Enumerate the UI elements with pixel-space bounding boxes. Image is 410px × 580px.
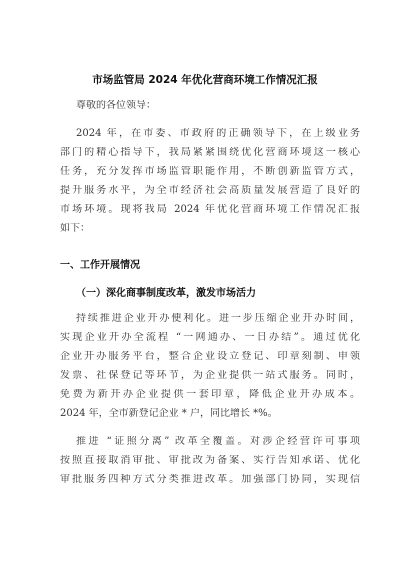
salutation: 尊敬的各位领导：	[76, 100, 156, 111]
paragraph-line: 审批服务四种方式分类推进改革。加强部门协同，实现信	[60, 474, 360, 485]
intro-line: 如下：	[60, 223, 90, 234]
intro-line: 任务，充分发挥市场监管职能作用，不断创新监管方式，	[60, 166, 360, 177]
document-title: 市场监管局 2024 年优化营商环境工作情况汇报	[92, 74, 318, 86]
intro-line: 市场环境。现将我局 2024 年优化营商环境工作情况汇报	[60, 204, 360, 215]
paragraph-line: 企业开办服务平台，整合企业设立登记、印章刻制、申领	[60, 351, 360, 362]
paragraph-line: 推进 “证照分离” 改革全覆盖。对涉企经营许可事项	[76, 436, 360, 447]
intro-line: 2024 年，在市委、市政府的正确领导下，在上级业务	[76, 128, 360, 139]
subsection-heading: （一）深化商事制度改革，激发市场活力	[76, 288, 256, 299]
paragraph-line: 持续推进企业开办便利化。进一步压缩企业开办时间，	[76, 313, 360, 324]
paragraph-line: 实现企业开办全流程 “一网通办、一日办结”。通过优化	[60, 332, 360, 343]
intro-line: 提升服务水平，为全市经济社会高质量发展营造了良好的	[60, 185, 360, 196]
section-heading: 一、工作开展情况	[60, 260, 140, 271]
paragraph-line: 免费为新开办企业提供一套印章，降低企业开办成本。	[60, 389, 360, 400]
intro-line: 部门的精心指导下，我局紧紧围绕优化营商环境这一核心	[60, 147, 360, 158]
paragraph-line: 发票、社保登记等环节，为企业提供一站式服务。同时，	[60, 370, 360, 381]
paragraph-line: 按照直接取消审批、审批改为备案、实行告知承诺、优化	[60, 455, 360, 466]
paragraph-line: 2024 年，全市新登记企业 * 户，同比增长 *%。	[60, 408, 278, 419]
